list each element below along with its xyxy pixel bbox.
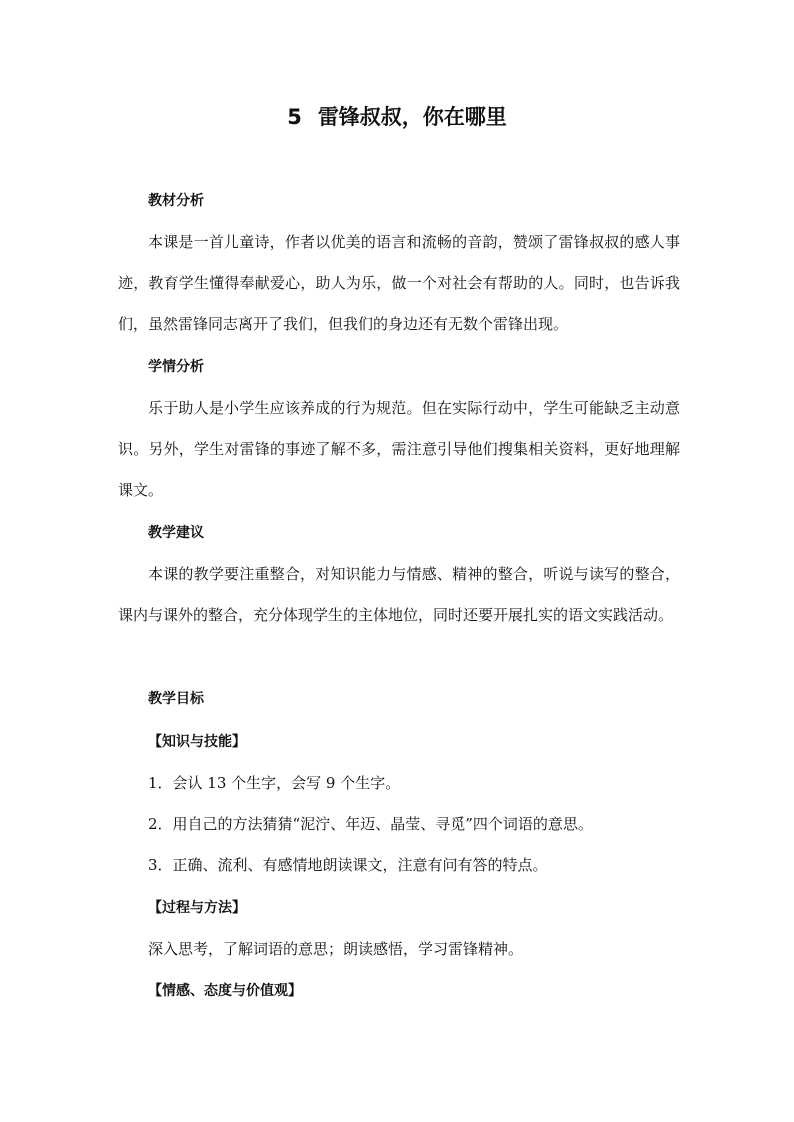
page-title xyxy=(0,101,794,133)
student-analysis-paragraph: 乐于助人是小学生应该养成的行为规范。但在实际行动中，学生可能缺乏主动意识。另外，学生对雷锋的事迹了解不多，需注意引导他们搜集相关资料，更好地理解课文。 xyxy=(118,399,680,499)
section-heading-suggestions: 教学建议 xyxy=(148,525,204,541)
goal-item-1: 1．会认 13 个生字，会写 9 个生字。 xyxy=(148,774,401,792)
lesson-title: 雷锋叔叔，你在哪里 xyxy=(317,105,507,129)
textbook-analysis-paragraph: 本课是一首儿童诗，作者以优美的语言和流畅的音韵，赞颂了雷锋叔叔的感人事迹，教育学生懂得奉献爱心，助人为乐，做一个对社会有帮助的人。同时，也告诉我们，虽然雷锋同志离开了我们，但我们的身边还有无数个雷锋出现。 xyxy=(118,233,680,333)
emotion-values-label: 【情感、态度与价值观】 xyxy=(148,983,302,999)
section-heading-textbook: 教材分析 xyxy=(148,193,204,209)
process-methods-text: 深入思考，了解词语的意思；朗读感悟，学习雷锋精神。 xyxy=(148,940,524,958)
lesson-number: 5 xyxy=(287,105,302,129)
goal-item-2: 2．用自己的方法猜猜“泥泞、年迈、晶莹、寻觅”四个词语的意思。 xyxy=(148,815,593,833)
goal-item-3: 3．正确、流利、有感情地朗读课文，注意有问有答的特点。 xyxy=(148,856,548,874)
knowledge-skills-label: 【知识与技能】 xyxy=(148,734,246,750)
process-methods-label: 【过程与方法】 xyxy=(148,900,246,916)
section-heading-goals: 教学目标 xyxy=(148,691,204,707)
section-heading-students: 学情分析 xyxy=(148,359,204,375)
teaching-suggestion-paragraph: 本课的教学要注重整合，对知识能力与情感、精神的整合，听说与读写的整合，课内与课外的整合，充分体现学生的主体地位，同时还要开展扎实的语文实践活动。 xyxy=(118,565,680,624)
